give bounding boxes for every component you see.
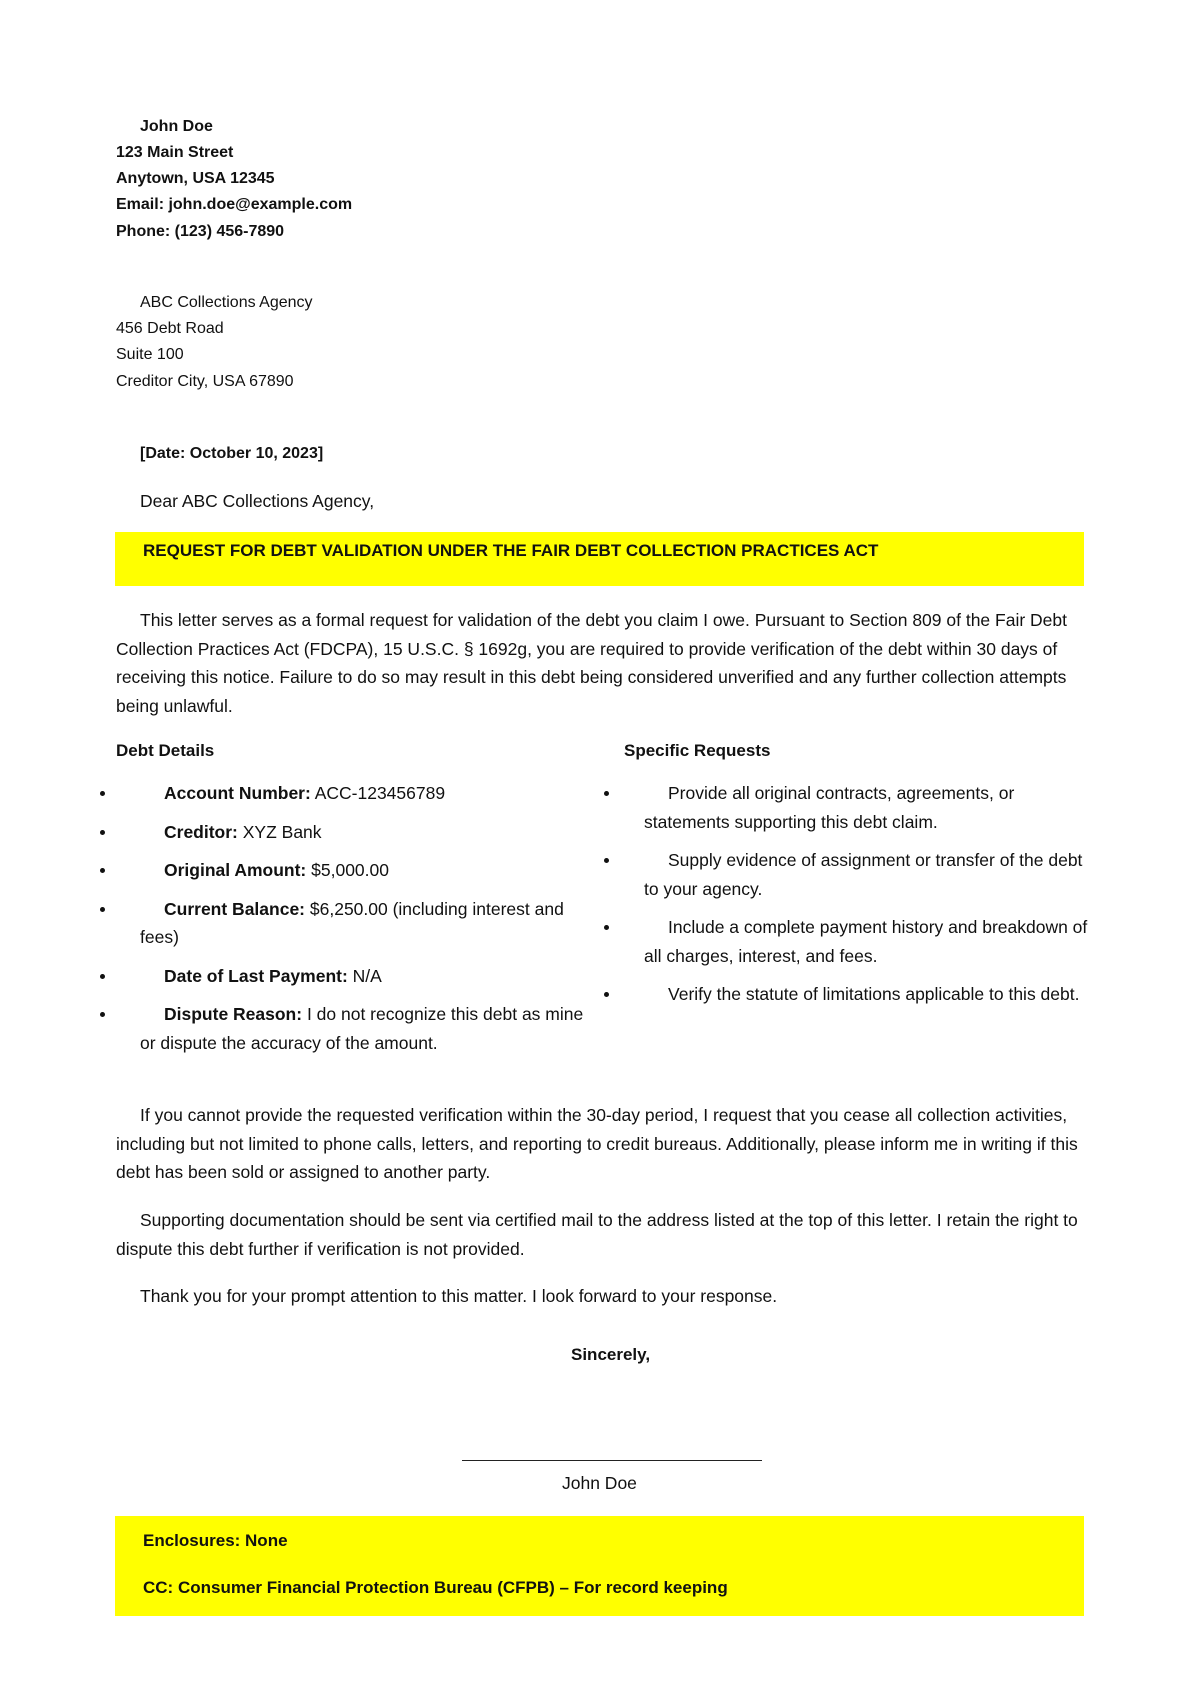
detail-label: Creditor: <box>164 821 238 842</box>
bullet-icon <box>100 868 105 873</box>
recipient-suite: Suite 100 <box>116 346 184 363</box>
enclosures-line: Enclosures: None <box>143 1531 288 1550</box>
detail-label: Original Amount: <box>164 860 307 880</box>
closing: Sincerely, <box>571 1345 651 1364</box>
detail-label: Account Number: <box>164 783 311 803</box>
detail-label: Date of Last Payment: <box>164 965 348 986</box>
bullet-icon <box>100 907 105 912</box>
bullet-icon <box>604 992 609 997</box>
list-item <box>620 779 1090 836</box>
list-item <box>620 846 1090 903</box>
list-item <box>620 913 1090 970</box>
date-line: [Date: October 10, 2023] <box>140 445 324 462</box>
detail-label: Dispute Reason: <box>164 1004 303 1024</box>
bullet-icon <box>604 925 609 930</box>
debt-details-list <box>116 779 586 1067</box>
specific-requests-list <box>620 779 1090 1019</box>
sender-street: 123 Main Street <box>116 144 234 161</box>
request-text: Verify the statute of limitations applicable to this debt. <box>668 984 1080 1004</box>
list-item <box>116 895 586 952</box>
subject-banner <box>115 532 1084 586</box>
documentation-paragraph: Supporting documentation should be sent via certified mail to the address listed at the top of this letter. I retain the right to dispute this debt further if verification is not provided. <box>116 1210 1078 1259</box>
detail-value: XYZ Bank <box>237 821 322 842</box>
bullet-icon <box>604 858 609 863</box>
detail-value: $5,000.00 <box>306 860 389 880</box>
sender-phone: Phone: (123) 456-7890 <box>116 223 285 240</box>
list-item <box>620 980 1090 1009</box>
debt-details-heading: Debt Details <box>116 741 215 760</box>
thanks-paragraph: Thank you for your prompt attention to this matter. I look forward to your response. <box>140 1286 778 1306</box>
signature-name: John Doe <box>562 1473 637 1493</box>
list-item <box>116 779 586 808</box>
cease-paragraph: If you cannot provide the requested verification within the 30-day period, I request that you cease all collection activities, including but not limited to phone calls, letters, and reporting to credit bureaus. Additionally, please inform me in writing if this debt has been sold or assigned to another party. <box>116 1105 1078 1182</box>
detail-value: ACC-123456789 <box>310 783 446 803</box>
sender-email: Email: john.doe@example.com <box>116 196 353 213</box>
detail-value: N/A <box>347 965 382 986</box>
bullet-icon <box>100 974 105 979</box>
recipient-city: Creditor City, USA 67890 <box>116 373 294 390</box>
request-text: Supply evidence of assignment or transfer of the debt to your agency. <box>644 850 1083 899</box>
list-item <box>116 1000 586 1057</box>
detail-value: I do not recognize this debt as mine or dispute the accuracy of the amount. <box>140 1004 584 1053</box>
recipient-name: ABC Collections Agency <box>140 294 313 311</box>
detail-value: $6,250.00 (including interest and fees) <box>140 898 564 947</box>
list-item <box>116 856 586 885</box>
bullet-icon <box>100 1012 105 1017</box>
detail-label: Current Balance: <box>164 898 306 919</box>
specific-requests-heading: Specific Requests <box>624 741 771 760</box>
subject-title: REQUEST FOR DEBT VALIDATION UNDER THE FAIR DEBT COLLECTION PRACTICES ACT <box>143 541 879 560</box>
request-text: Include a complete payment history and breakdown of all charges, interest, and fees. <box>644 917 1088 966</box>
bullet-icon <box>100 830 105 835</box>
signature-line <box>462 1460 762 1461</box>
intro-paragraph: This letter serves as a formal request for validation of the debt you claim I owe. Pursuant to Section 809 of the Fair Debt Collection Practices Act (FDCPA), 15 U.S.C. § 1692g, you are required to provide verification of the debt within 30 days of receiving this notice. Failure to do so may result in this debt being considered unverified and any further collection attempts being unlawful. <box>116 610 1067 716</box>
sender-name: John Doe <box>140 118 213 135</box>
salutation: Dear ABC Collections Agency, <box>140 491 375 511</box>
footer-banner <box>115 1516 1084 1616</box>
recipient-street: 456 Debt Road <box>116 320 224 337</box>
bullet-icon <box>100 791 105 796</box>
list-item <box>116 962 586 991</box>
bullet-icon <box>604 791 609 796</box>
request-text: Provide all original contracts, agreements, or statements supporting this debt claim. <box>644 783 1015 832</box>
cc-line: CC: Consumer Financial Protection Bureau (CFPB) – For record keeping <box>143 1578 728 1597</box>
list-item <box>116 818 586 847</box>
sender-city: Anytown, USA 12345 <box>116 170 275 187</box>
